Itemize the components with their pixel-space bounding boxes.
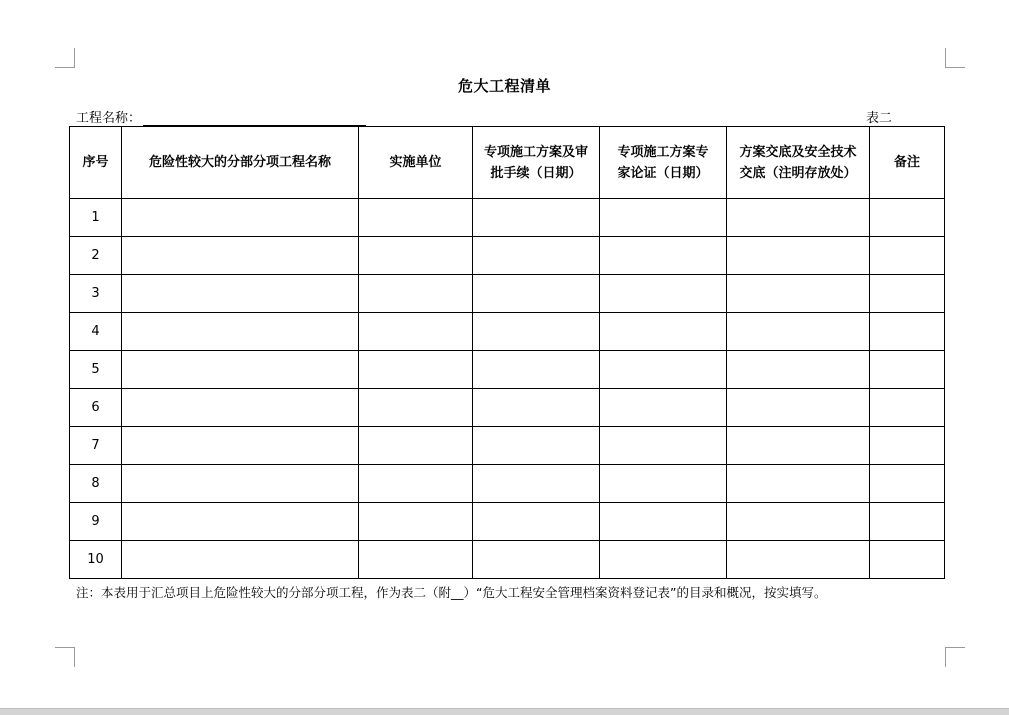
cell-implementing-unit[interactable] (359, 313, 473, 351)
cell-work-name[interactable] (122, 541, 359, 579)
cell-remarks[interactable] (870, 389, 945, 427)
cell-expert-review[interactable] (600, 275, 727, 313)
cell-implementing-unit[interactable] (359, 541, 473, 579)
cell-remarks[interactable] (870, 313, 945, 351)
cell-expert-review[interactable] (600, 541, 727, 579)
cell-work-name[interactable] (122, 389, 359, 427)
cell-expert-review[interactable] (600, 503, 727, 541)
header-briefing: 方案交底及安全技术交底（注明存放处） (727, 127, 870, 199)
project-name-line (76, 107, 366, 126)
cell-implementing-unit[interactable] (359, 389, 473, 427)
row-number: 8 (70, 465, 122, 503)
row-number: 5 (70, 351, 122, 389)
cell-work-name[interactable] (122, 237, 359, 275)
page-corner-mark-top-left (55, 48, 75, 68)
cell-remarks[interactable] (870, 237, 945, 275)
cell-plan-approval[interactable] (473, 275, 600, 313)
cell-work-name[interactable] (122, 275, 359, 313)
cell-work-name[interactable] (122, 503, 359, 541)
cell-briefing[interactable] (727, 351, 870, 389)
cell-briefing[interactable] (727, 389, 870, 427)
header-work-name: 危险性较大的分部分项工程名称 (122, 127, 359, 199)
project-name-label: 工程名称： (76, 111, 142, 126)
cell-work-name[interactable] (122, 313, 359, 351)
cell-implementing-unit[interactable] (359, 275, 473, 313)
header-expert-review: 专项施工方案专家论证（日期） (600, 127, 727, 199)
table-row (70, 465, 945, 503)
cell-remarks[interactable] (870, 541, 945, 579)
document-title: 危大工程清单 (457, 77, 551, 95)
footnote: 注：本表用于汇总项目上危险性较大的分部分项工程，作为表二（附__）“危大工程安全管理档案资料登记表”的目录和概况，按实填写。 (76, 585, 827, 600)
table-row (70, 541, 945, 579)
table-row (70, 199, 945, 237)
row-number: 6 (70, 389, 122, 427)
cell-expert-review[interactable] (600, 351, 727, 389)
cell-briefing[interactable] (727, 237, 870, 275)
cell-plan-approval[interactable] (473, 237, 600, 275)
cell-work-name[interactable] (122, 199, 359, 237)
cell-plan-approval[interactable] (473, 503, 600, 541)
row-number: 10 (70, 541, 122, 579)
cell-expert-review[interactable] (600, 389, 727, 427)
cell-implementing-unit[interactable] (359, 199, 473, 237)
row-number: 7 (70, 427, 122, 465)
cell-plan-approval[interactable] (473, 351, 600, 389)
table-header-row (70, 127, 945, 199)
header-remarks: 备注 (870, 127, 945, 199)
cell-implementing-unit[interactable] (359, 465, 473, 503)
cell-briefing[interactable] (727, 313, 870, 351)
table-row (70, 313, 945, 351)
cell-plan-approval[interactable] (473, 313, 600, 351)
cell-remarks[interactable] (870, 427, 945, 465)
cell-work-name[interactable] (122, 351, 359, 389)
cell-plan-approval[interactable] (473, 199, 600, 237)
cell-work-name[interactable] (122, 465, 359, 503)
table-row (70, 275, 945, 313)
cell-briefing[interactable] (727, 199, 870, 237)
cell-remarks[interactable] (870, 503, 945, 541)
cell-implementing-unit[interactable] (359, 237, 473, 275)
header-implementing-unit: 实施单位 (359, 127, 473, 199)
cell-remarks[interactable] (870, 199, 945, 237)
cell-briefing[interactable] (727, 427, 870, 465)
cell-implementing-unit[interactable] (359, 427, 473, 465)
cell-expert-review[interactable] (600, 465, 727, 503)
cell-briefing[interactable] (727, 465, 870, 503)
cell-work-name[interactable] (122, 427, 359, 465)
table-row (70, 503, 945, 541)
cell-implementing-unit[interactable] (359, 351, 473, 389)
row-number: 4 (70, 313, 122, 351)
cell-plan-approval[interactable] (473, 427, 600, 465)
cell-briefing[interactable] (727, 503, 870, 541)
cell-expert-review[interactable] (600, 237, 727, 275)
table-row (70, 427, 945, 465)
row-number: 2 (70, 237, 122, 275)
hazardous-works-table (69, 126, 945, 579)
cell-remarks[interactable] (870, 465, 945, 503)
cell-plan-approval[interactable] (473, 465, 600, 503)
project-name-field[interactable] (143, 113, 366, 126)
table-row (70, 351, 945, 389)
table-code: 表二 (866, 111, 893, 126)
cell-plan-approval[interactable] (473, 541, 600, 579)
cell-expert-review[interactable] (600, 199, 727, 237)
page-corner-mark-top-right (945, 48, 965, 68)
row-number: 1 (70, 199, 122, 237)
cell-plan-approval[interactable] (473, 389, 600, 427)
row-number: 9 (70, 503, 122, 541)
header-plan-approval: 专项施工方案及审批手续（日期） (473, 127, 600, 199)
cell-implementing-unit[interactable] (359, 503, 473, 541)
page-corner-mark-bottom-right (945, 647, 965, 667)
row-number: 3 (70, 275, 122, 313)
cell-briefing[interactable] (727, 541, 870, 579)
header-serial-no: 序号 (70, 127, 122, 199)
page-corner-mark-bottom-left (55, 647, 75, 667)
cell-remarks[interactable] (870, 275, 945, 313)
cell-remarks[interactable] (870, 351, 945, 389)
cell-expert-review[interactable] (600, 427, 727, 465)
table-row (70, 237, 945, 275)
cell-briefing[interactable] (727, 275, 870, 313)
cell-expert-review[interactable] (600, 313, 727, 351)
table-row (70, 389, 945, 427)
